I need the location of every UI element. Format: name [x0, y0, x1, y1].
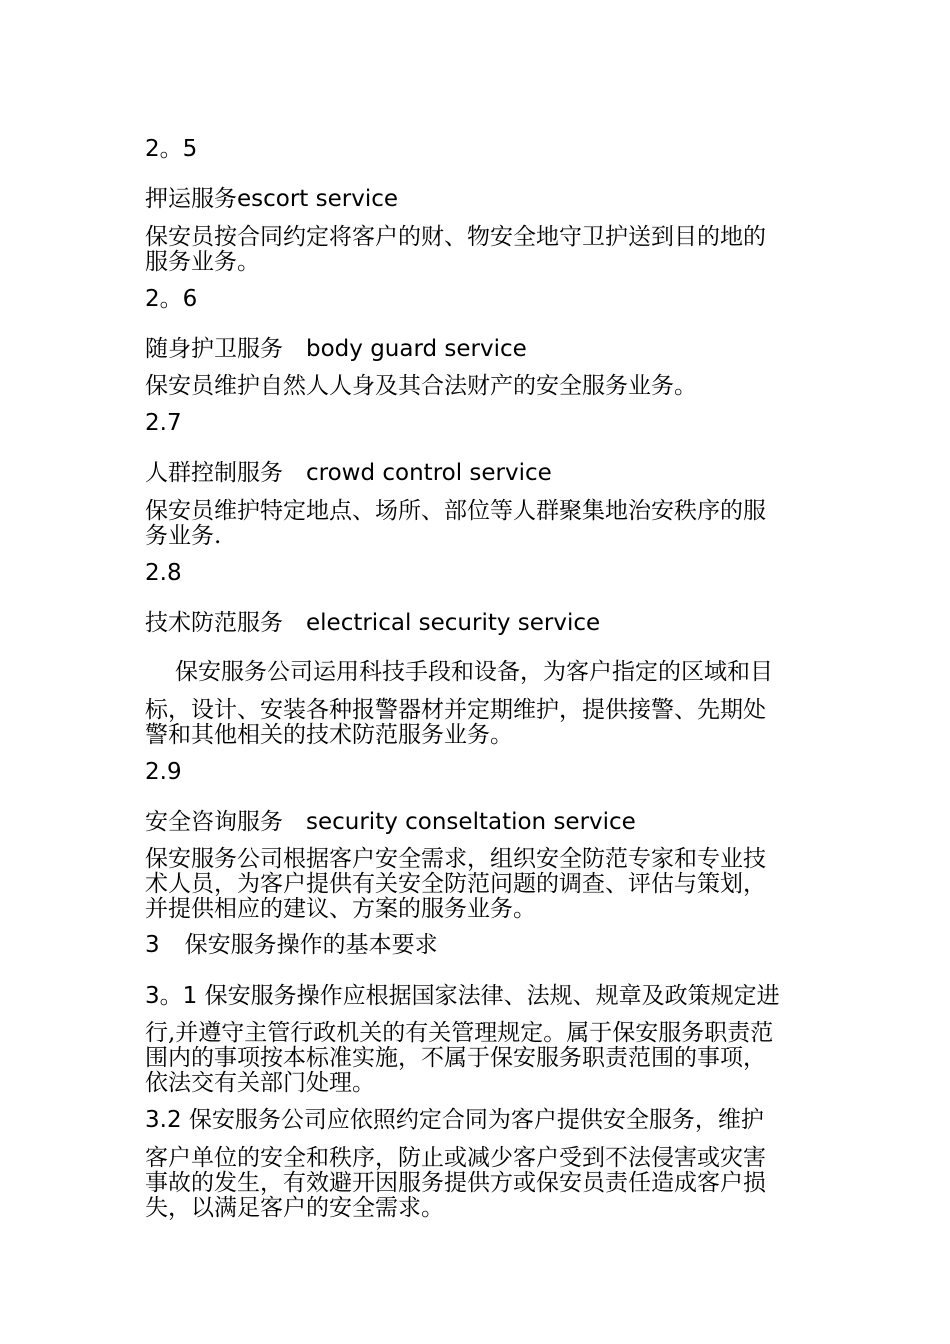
- section-number: 2.8: [145, 560, 182, 586]
- definition-line: 保安员维护自然人人身及其合法财产的安全服务业务。: [145, 373, 697, 399]
- term-en: electrical security service: [306, 610, 601, 636]
- term-en: body guard service: [306, 336, 527, 362]
- term-en: crowd control service: [306, 460, 552, 486]
- term-cn: 技术防范服务: [145, 610, 283, 636]
- term-heading: [145, 461, 552, 486]
- clause-text: 保安服务公司应依照约定合同为客户提供安全服务，维护: [188, 1107, 764, 1133]
- definition-line: 警和其他相关的技术防范服务业务。: [145, 722, 513, 748]
- section-number: 3。1: [145, 983, 198, 1009]
- section-number: 2。6: [145, 286, 198, 312]
- term-cn: 人群控制服务: [145, 460, 283, 486]
- definition-line: 并提供相应的建议、方案的服务业务。: [145, 896, 536, 922]
- section-number: 2.9: [145, 759, 182, 785]
- clause-line: 事故的发生，有效避开因服务提供方或保安员责任造成客户损: [145, 1170, 766, 1196]
- term-heading: [145, 611, 600, 636]
- clause-line: 依法交有关部门处理。: [145, 1070, 375, 1096]
- definition-line: 保安服务公司根据客户安全需求，组织安全防范专家和专业技: [145, 846, 766, 872]
- chapter-title: 保安服务操作的基本要求: [184, 932, 438, 958]
- definition-line: 保安服务公司运用科技手段和设备，为客户指定的区域和目: [175, 659, 773, 685]
- clause-line: 行,并遵守主管行政机关的有关管理规定。属于保安服务职责范: [145, 1020, 774, 1046]
- definition-line: 标，设计、安装各种报警器材并定期维护，提供接警、先期处: [145, 697, 766, 723]
- chapter-heading: [145, 933, 438, 958]
- term-cn: 安全咨询服务: [145, 809, 283, 835]
- term-cn: 随身护卫服务: [145, 336, 283, 362]
- section-number: 2。5: [145, 136, 198, 162]
- definition-line: 务业务.: [145, 523, 222, 549]
- term-heading: [145, 810, 636, 835]
- clause-first-line: [145, 1108, 764, 1133]
- section-number: 3: [145, 932, 160, 958]
- term-heading: [145, 337, 527, 362]
- term-heading: [145, 187, 398, 212]
- clause-line: 围内的事项按本标准实施，不属于保安服务职责范围的事项，: [145, 1045, 766, 1071]
- clause-text: 保安服务操作应根据国家法律、法规、规章及政策规定进: [204, 983, 780, 1009]
- definition-line: 服务业务。: [145, 249, 260, 275]
- clause-first-line: [145, 984, 780, 1009]
- term-en: escort service: [237, 186, 399, 212]
- definition-line: 保安员按合同约定将客户的财、物安全地守卫护送到目的地的: [145, 224, 766, 250]
- term-en: security conseltation service: [306, 809, 636, 835]
- clause-line: 失，以满足客户的安全需求。: [145, 1195, 444, 1221]
- clause-line: 客户单位的安全和秩序，防止或减少客户受到不法侵害或灾害: [145, 1145, 766, 1171]
- definition-line: 保安员维护特定地点、场所、部位等人群聚集地治安秩序的服: [145, 498, 766, 524]
- section-number: 3.2: [145, 1107, 182, 1133]
- term-cn: 押运服务: [145, 186, 237, 212]
- definition-line: 术人员，为客户提供有关安全防范问题的调查、评估与策划，: [145, 871, 766, 897]
- section-number: 2.7: [145, 410, 182, 436]
